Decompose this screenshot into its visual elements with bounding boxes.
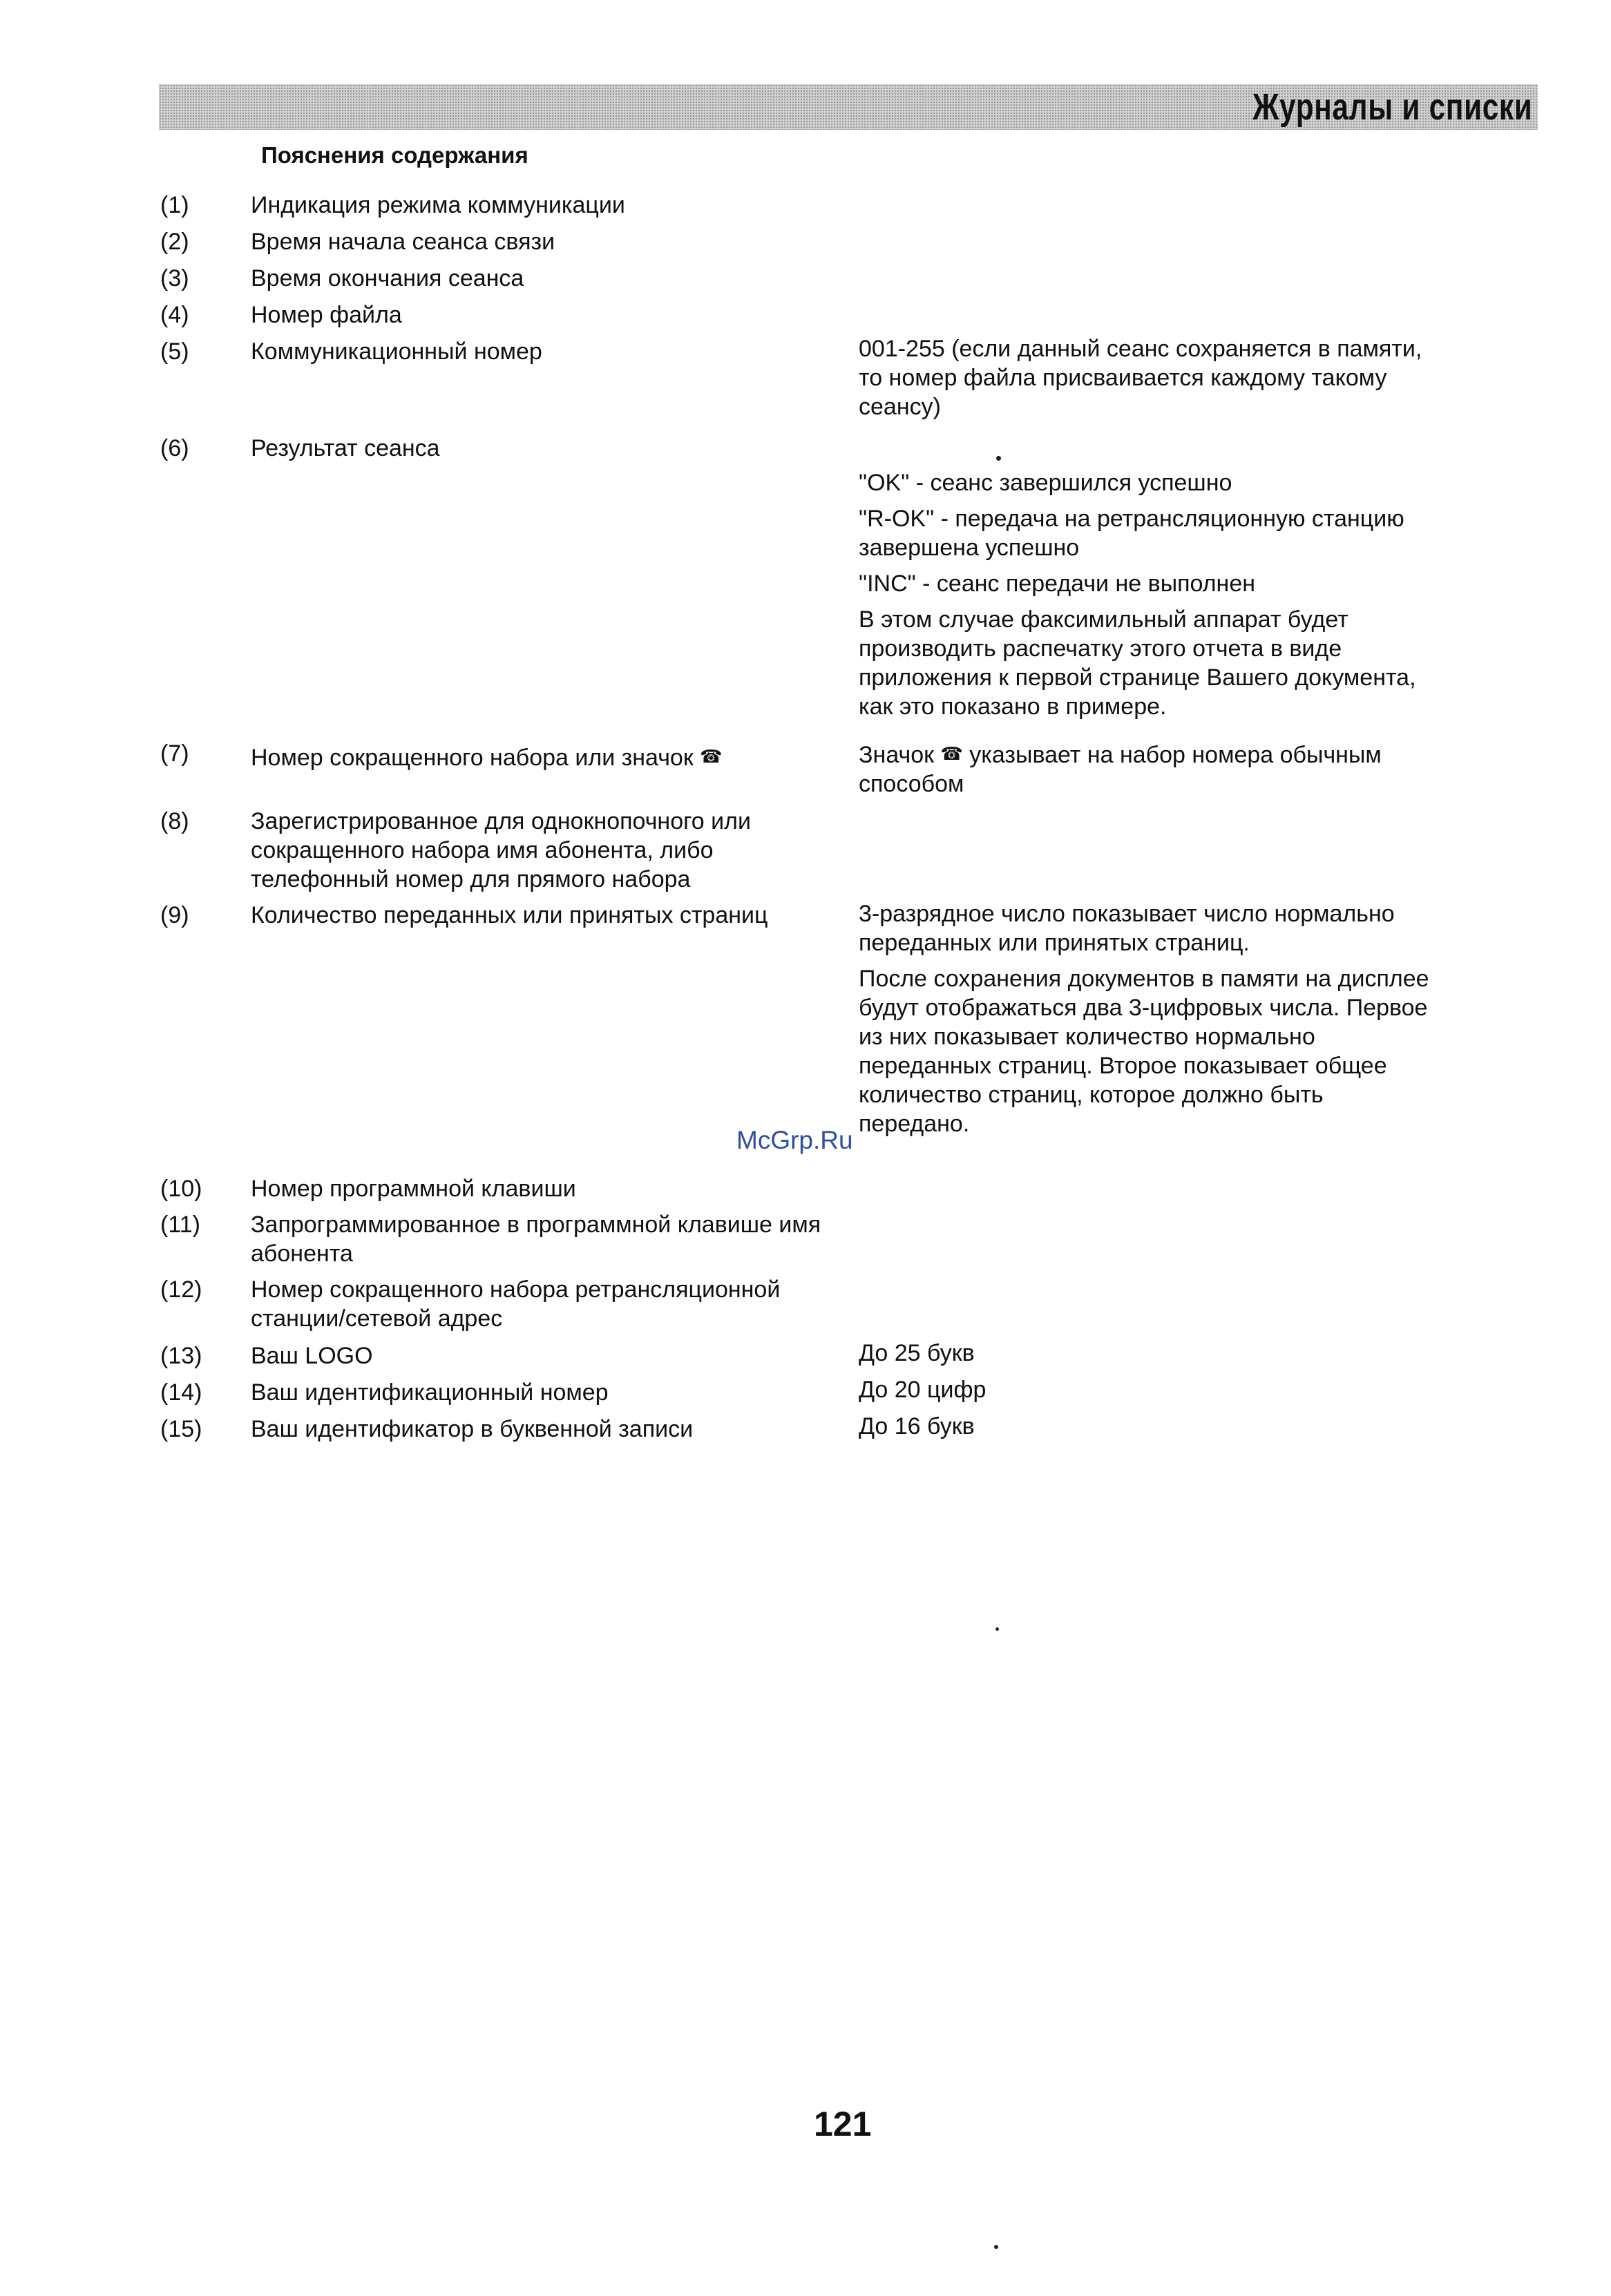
description-paragraph: После сохранения документов в памяти на дисплее будут отображаться два 3-цифровых числа. Первое из них показывает количество нормально переданных страниц. Второе показывает общее количество страниц, которое должно быть передано. [859, 966, 1429, 1137]
item-label: Индикация режима коммуникации [251, 192, 625, 218]
item-number: (2) [160, 229, 189, 255]
page-number: 121 [814, 2105, 872, 2143]
item-number: (15) [160, 1416, 202, 1442]
item-number: (12) [160, 1276, 202, 1303]
item-label: Количество переданных или принятых страниц [251, 902, 768, 928]
item-label: Ваш идентификатор в буквенной записи [251, 1416, 694, 1442]
section-heading: Пояснения содержания [261, 142, 528, 168]
scan-speck [994, 2245, 998, 2249]
item-label: Зарегистрированное для однокнопочного или сокращенного набора имя абонента, либо телефонный номер для прямого набора [251, 808, 751, 892]
item-description [859, 1412, 1432, 1448]
item-label: Номер файла [251, 302, 402, 328]
description-paragraph: "R-OK" - передача на ретрансляционную станцию завершена успешно [859, 506, 1404, 561]
item-number: (9) [160, 902, 189, 928]
description-paragraph: В этом случае факсимильный аппарат будет производить распечатку этого отчета в виде приложения к первой странице Вашего документа, как это показано в примере. [859, 606, 1416, 720]
item-label: Результат сеанса [251, 435, 440, 461]
item-number: (11) [160, 1212, 200, 1238]
item-number: (10) [160, 1176, 202, 1202]
item-number: (6) [160, 435, 189, 461]
item-label: Время окончания сеанса [251, 265, 524, 291]
telephone-icon: ☎ [940, 743, 963, 764]
telephone-icon: ☎ [700, 746, 723, 767]
description-paragraph [859, 739, 1432, 798]
description-suffix: указывает на набор номера обычным способом [859, 742, 1382, 797]
item-label: Коммуникационный номер [251, 338, 542, 365]
watermark: McGrp.Ru [736, 1126, 853, 1154]
item-description [859, 1339, 1432, 1375]
item-number: (5) [160, 338, 189, 365]
item-description [859, 899, 1432, 1145]
item-label: Ваш LOGO [251, 1343, 373, 1369]
item-number: (14) [160, 1379, 202, 1406]
header-title: Журналы и списки [1252, 86, 1532, 128]
item-number: (4) [160, 302, 189, 328]
item-label [251, 742, 845, 772]
item-label: Ваш идентификационный номер [251, 1379, 609, 1406]
scan-speck [995, 1627, 999, 1631]
description-paragraph: До 16 букв [859, 1413, 975, 1439]
description-paragraph: "OK" - сеанс завершился успешно [859, 470, 1232, 496]
item-label-text: Номер сокращенного набора или значок [251, 745, 694, 771]
item-label: Номер сокращенного набора ретрансляционной станции/сетевой адрес [251, 1276, 781, 1332]
item-number: (13) [160, 1343, 202, 1369]
description-paragraph: 3-разрядное число показывает число нормально переданных или принятых страниц. [859, 901, 1395, 956]
item-description [859, 739, 1432, 805]
scan-speck [996, 456, 1001, 461]
item-label: Номер программной клавиши [251, 1176, 576, 1202]
item-label: Запрограммированное в программной клавише имя абонента [251, 1212, 821, 1267]
item-label: Время начала сеанса связи [251, 229, 555, 255]
description-paragraph: До 20 цифр [859, 1377, 986, 1403]
item-description [859, 1375, 1432, 1411]
item-number: (1) [160, 192, 189, 218]
description-paragraph: До 25 букв [859, 1340, 975, 1366]
item-number: (3) [160, 265, 189, 291]
description-paragraph: 001-255 (если данный сеанс сохраняется в памяти, то номер файла присваивается каждому такому сеансу) [859, 336, 1422, 420]
item-number: (8) [160, 808, 189, 834]
item-description [859, 334, 1432, 428]
item-description [859, 468, 1432, 728]
description-paragraph: "INC" - сеанс передачи не выполнен [859, 571, 1255, 597]
description-prefix: Значок [859, 742, 934, 768]
item-number: (7) [160, 740, 189, 767]
